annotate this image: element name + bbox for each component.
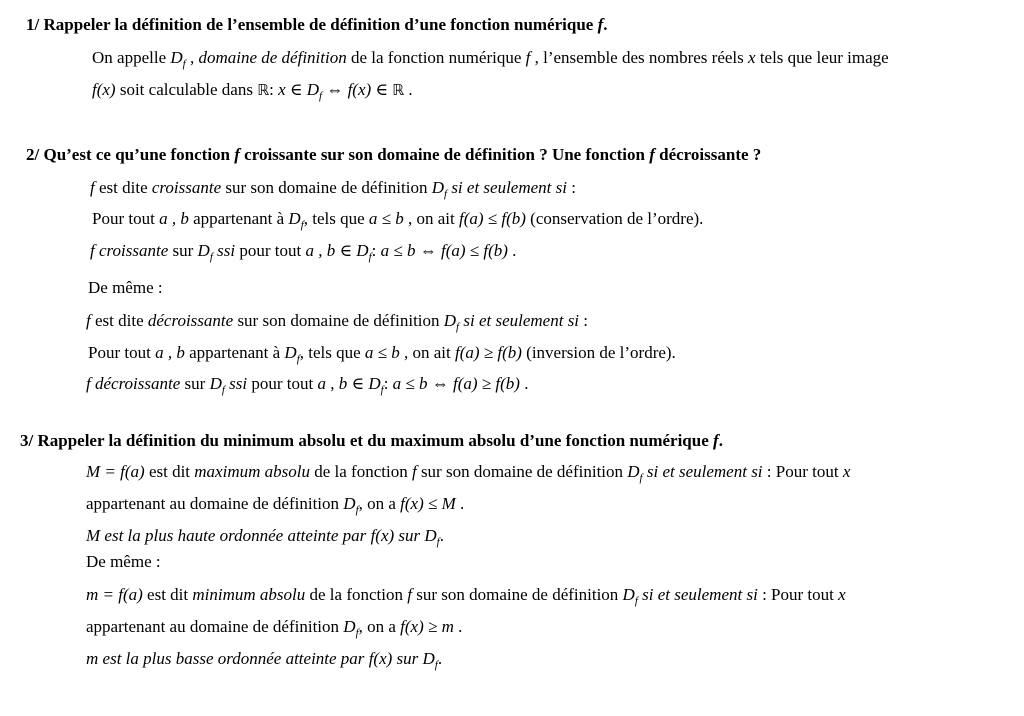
section-2-dec-line-2: Pour tout a , b appartenant à $D_f$, tels que a ≤ b , on ait f(a) ≥ f(b) (inversion de l’ordre). bbox=[88, 343, 676, 365]
section-2-dec-line-3: f décroissante sur $D_f$ ssi pour tout a , b ∈ $D_f$: a ≤ b ⇔ f(a) ≥ f(b) . bbox=[86, 374, 529, 396]
section-2-inc-line-3: f croissante sur $D_f$ ssi pour tout a , b ∈ $D_f$: a ≤ b ⇔ f(a) ≤ f(b) . bbox=[90, 241, 517, 263]
section-3-min-line-3: m est la plus basse ordonnée atteinte par f(x) sur $D_f$. bbox=[86, 649, 443, 671]
section-1-title: 1/ Rappeler la définition de l’ensemble de définition d’une fonction numérique f. bbox=[26, 15, 608, 34]
section-3-de-meme: De même : bbox=[86, 552, 161, 571]
section-2-inc-line-2: Pour tout a , b appartenant à $D_f$, tels que a ≤ b , on ait f(a) ≤ f(b) (conservation de l’ordre). bbox=[92, 209, 704, 231]
section-2-title: 2/ Qu’est ce qu’une fonction f croissante sur son domaine de définition ? Une fonction f décroissante ? bbox=[26, 145, 762, 164]
section-2-dec-line-1: f est dite décroissante sur son domaine de définition $D_f$ si et seulement si : bbox=[86, 311, 589, 333]
section-1-line-1: On appelle $D_f$ , domaine de définition de la fonction numérique f , l’ensemble des nombres réels x tels que leur image bbox=[92, 48, 889, 70]
section-2-inc-line-1: f est dite croissante sur son domaine de définition $D_f$ si et seulement si : bbox=[90, 178, 576, 200]
section-3-max-line-1: M = f(a) est dit maximum absolu de la fonction f sur son domaine de définition $D_f$ si et seulement si : Pour tout x bbox=[86, 462, 851, 484]
section-3-min-line-1: m = f(a) est dit minimum absolu de la fonction f sur son domaine de définition $D_f$ si et seulement si : Pour tout x bbox=[86, 585, 846, 607]
section-3-max-line-2: appartenant au domaine de définition $D_f$, on a f(x) ≤ M . bbox=[86, 494, 465, 516]
section-2-de-meme: De même : bbox=[88, 278, 163, 297]
section-3-min-line-2: appartenant au domaine de définition $D_f$, on a f(x) ≥ m . bbox=[86, 617, 463, 639]
section-3-max-line-3: M est la plus haute ordonnée atteinte par f(x) sur $D_f$. bbox=[86, 526, 444, 548]
section-1-line-2: f(x) soit calculable dans ℝ: x ∈ $D_f$ ⇔ f(x) ∈ ℝ . bbox=[92, 80, 413, 102]
section-3-title: 3/ Rappeler la définition du minimum absolu et du maximum absolu d’une fonction numérique f. bbox=[20, 431, 723, 450]
